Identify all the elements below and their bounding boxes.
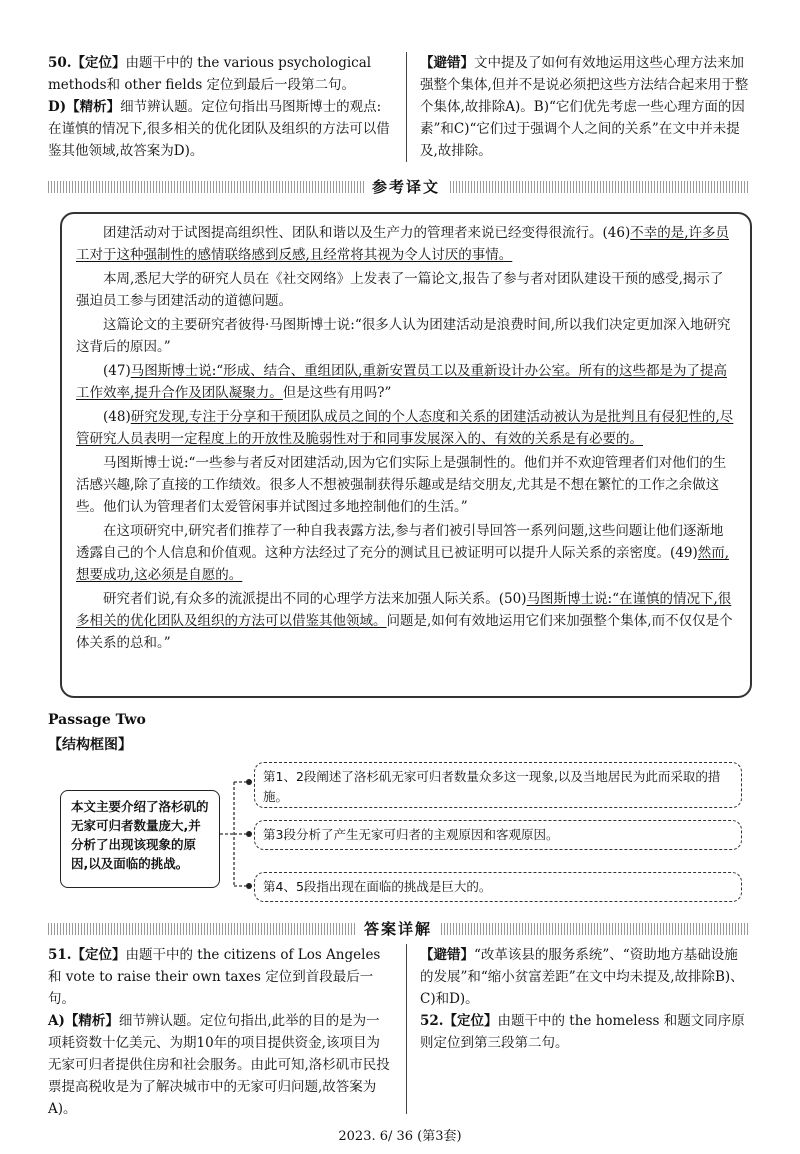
t-p1-a: 团建活动对于试图提高组织性、团队和谐以及生产力的管理者来说已经变得很流行。(46) [103, 225, 631, 241]
t-p8-a: 研究者们说,有众多的流派提出不同的心理学方法来加强人际关系。(50) [103, 591, 527, 607]
q50-avoid-tag: 【避错】 [420, 55, 474, 71]
q51-locate-tag: 51.【定位】 [48, 947, 126, 963]
passage-two-heading: Passage Two [48, 712, 146, 728]
q50-left-column [48, 52, 393, 162]
q50-locate-tag: 50.【定位】 [48, 55, 126, 71]
section-title-answers: 答案详解 [356, 918, 440, 939]
t-p1-underlined: 不幸的是,许多员工对于这种强制性的感情联络感到反感,且经常将其视为令人讨厌的事情。 [76, 225, 730, 263]
column-divider [406, 944, 407, 1114]
q52-locate [420, 1010, 750, 1054]
structure-main-box: 本文主要介绍了洛杉矶的无家可归者数量庞大,并分析了出现该现象的原因,以及面临的挑战。 [60, 790, 220, 888]
section-title-translation: 参考译文 [364, 176, 448, 197]
q51-locate [48, 944, 393, 1010]
translation-paragraph-5 [76, 406, 736, 450]
translation-paragraph-6: 马图斯博士说:“一些参与者反对团建活动,因为它们实际上是强制性的。他们并不欢迎管理者们对他们的生活感兴趣,除了直接的工作绩效。很多人不想被强制获得乐趣或是结交朋友,尤其是不想在繁忙的工作之余做这些。他们认为管理者们太爱管闲事并试图过多地控制他们的生活。” [76, 455, 727, 515]
t-p4-a: (47) [103, 363, 131, 379]
q51-avoid [420, 944, 750, 1010]
translation-paragraph-4 [76, 360, 736, 404]
structure-connectors [220, 770, 256, 900]
structure-item-1: 第1、2段阐述了洛杉矶无家可归者数量众多这一现象,以及当地居民为此而采取的措施。 [254, 762, 742, 808]
q51-avoid-text: “改革该县的服务系统”、“资助地方基础设施的发展”和“缩小贫富差距”在文中均未提及,故排除B)、C)和D)。 [420, 947, 744, 1007]
translation-box [60, 212, 752, 698]
section-header-answers [48, 918, 750, 940]
structure-item-3: 第4、5段指出现在面临的挑战是巨大的。 [254, 872, 742, 902]
t-p4-b: 但是这些有用吗?” [282, 385, 392, 401]
t-p7-a: 在这项研究中,研究者们推荐了一种自我表露方法,参与者们被引导回答一系列问题,这些问题让他们逐渐地透露自己的个人信息和价值观。这种方法经过了充分的测试且已被证明可以提升人际关系的亲密度。(49) [76, 523, 724, 561]
translation-paragraph-3: 这篇论文的主要研究者彼得·马图斯博士说:“很多人认为团建活动是浪费时间,所以我们决定更加深入地研究这背后的原因。” [76, 317, 731, 355]
q50-analysis-tag: D)【精析】 [48, 99, 121, 115]
q51-right-column [420, 944, 750, 1054]
q50-locate-text: 由题干中的 the various psychological methods和 other fields 定位到最后一段第二句。 [48, 55, 372, 93]
q50-analysis [48, 96, 393, 162]
q51-analysis-tag: A)【精析】 [48, 1013, 119, 1029]
translation-paragraph-2: 本周,悉尼大学的研究人员在《社交网络》上发表了一篇论文,报告了参与者对团队建设干预的感受,揭示了强迫员工参与团建活动的道德问题。 [76, 271, 724, 309]
structure-label: 【结构框图】 [48, 737, 132, 753]
q51-locate-text: 由题干中的 the citizens of Los Angeles 和 vote to raise their own taxes 定位到首段最后一句。 [48, 947, 381, 1007]
page-footer: 2023. 6/ 36 (第3套) [338, 1129, 462, 1144]
t-p7-underlined: 然而,想要成功,这必须是自愿的。 [76, 545, 730, 583]
q50-right-column [420, 52, 750, 162]
q52-locate-text: 由题干中的 the homeless 和题文同序原则定位到第三段第二句。 [420, 1013, 745, 1051]
q50-avoid-text: 文中提及了如何有效地运用这些心理方法来加强整个集体,但并不是说必须把这些方法结合起来用于整个集体,故排除A)。B)“它们优先考虑一些心理方面的因素”和C)“它们过于强调个人之间的关系”在文中并未提及,故排除。 [420, 55, 749, 159]
q50-avoid [420, 52, 750, 162]
translation-paragraph-8 [76, 588, 736, 654]
translation-paragraph-7 [76, 520, 736, 586]
section-header-translation [48, 176, 750, 198]
t-p5-underlined: 研究发现,专注于分享和干预团队成员之间的个人态度和关系的团建活动被认为是批判且有侵犯性的,尽管研究人员表明一定程度上的开放性及脆弱性对于和同事发展深入的、有效的关系是有必要的。 [76, 409, 734, 447]
q50-locate [48, 52, 393, 96]
q50-analysis-text: 细节辨认题。定位句指出马图斯博士的观点:在谨慎的情况下,很多相关的优化团队及组织的方法可以借鉴其他领域,故答案为D)。 [48, 99, 390, 159]
q51-avoid-tag: 【避错】 [420, 947, 474, 963]
column-divider [406, 52, 407, 162]
q51-analysis-text: 细节辨认题。定位句指出,此举的目的是为一项耗资数十亿美元、为期10年的项目提供资金,该项目为无家可归者提供住房和社会服务。由此可知,洛杉矶市民投票提高税收是为了解决城市中的无家可归问题,故答案为A)。 [48, 1013, 390, 1117]
t-p8-b: 问题是,如何有效地运用它们来加强整个集体,而不仅仅是个体关系的总和。” [76, 613, 733, 651]
q52-locate-tag: 52.【定位】 [420, 1013, 498, 1029]
q51-left-column [48, 944, 393, 1120]
structure-item-2: 第3段分析了产生无家可归者的主观原因和客观原因。 [254, 820, 742, 850]
t-p8-underlined: 马图斯博士说:“在谨慎的情况下,很多相关的优化团队及组织的方法可以借鉴其他领域。 [76, 591, 732, 629]
translation-paragraph-1 [76, 222, 736, 266]
t-p5-a: (48) [103, 409, 131, 425]
q51-analysis [48, 1010, 393, 1120]
t-p4-underlined: 马图斯博士说:“形成、结合、重组团队,重新安置员工以及重新设计办公室。所有的这些都是为了提高工作效率,提升合作及团队凝聚力。 [76, 363, 727, 401]
